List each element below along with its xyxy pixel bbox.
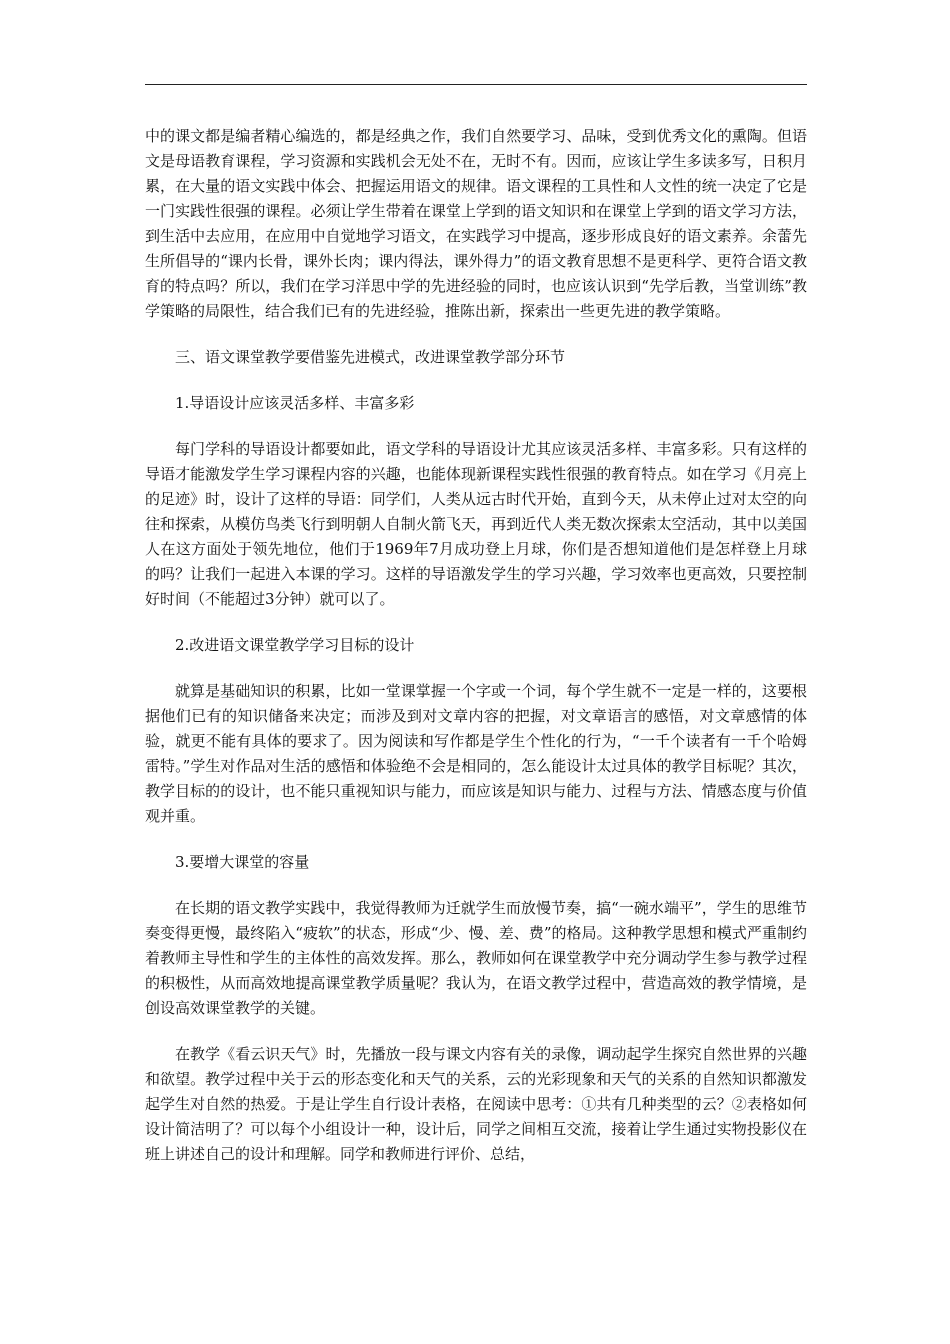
subsection-heading-1: 1.导语设计应该灵活多样、丰富多彩	[175, 394, 415, 412]
paragraph-intro-design: 每门学科的导语设计都要如此，语文学科的导语设计尤其应该灵活多样、丰富多彩。只有这样的导语才能激发学生学习课程内容的兴趣，也能体现新课程实践性很强的教育特点。如在学习《月亮上的足迹》时，设计了这样的导语：同学们，人类从远古时代开始，直到今天，从未停止过对太空的向往和探索，从模仿鸟类飞行到明朝人自制火箭飞天，再到近代人类无数次探索太空活动，其中以美国人在这方面处于领先地位，他们于1969年7月成功登上月球，你们是否想知道他们是怎样登上月球的吗？让我们一起进入本课的学习。这样的导语激发学生的学习兴趣，学习效率也更高效，只要控制好时间（不能超过3分钟）就可以了。	[145, 440, 807, 608]
section-heading: 三、语文课堂教学要借鉴先进模式，改进课堂教学部分环节	[175, 348, 566, 366]
paragraph-class-capacity: 在长期的语文教学实践中，我觉得教师为迁就学生而放慢节奏，搞“一碗水端平”，学生的思维节奏变得更慢，最终陷入“疲软”的状态，形成“少、慢、差、费”的格局。这种教学思想和模式严重制约着教师主导性和学生的主体性的高效发挥。那么，教师如何在课堂教学中充分调动学生参与教学过程的积极性，从而高效地提高课堂教学质量呢？我认为，在语文教学过程中，营造高效的教学情境，是创设高效课堂教学的关键。	[145, 899, 807, 1017]
subsection-heading-2: 2.改进语文课堂教学学习目标的设计	[175, 636, 415, 654]
paragraph-learning-goals: 就算是基础知识的积累，比如一堂课掌握一个字或一个词，每个学生就不一定是一样的，这要根据他们已有的知识储备来决定；而涉及到对文章内容的把握，对文章语言的感悟，对文章感情的体验，就更不能有具体的要求了。因为阅读和写作都是学生个性化的行为，“一千个读者有一千个哈姆雷特。”学生对作品对生活的感悟和体验绝不会是相同的，怎么能设计太过具体的教学目标呢？其次，教学目标的的设计，也不能只重视知识与能力，而应该是知识与能力、过程与方法、情感态度与价值观并重。	[145, 682, 807, 825]
document-body	[145, 124, 807, 1167]
paragraph-continuation: 中的课文都是编者精心编选的，都是经典之作，我们自然要学习、品味，受到优秀文化的熏陶。但语文是母语教育课程，学习资源和实践机会无处不在，无时不有。因而，应该让学生多读多写，日积月累，在大量的语文实践中体会、把握运用语文的规律。语文课程的工具性和人文性的统一决定了它是一门实践性很强的课程。必须让学生带着在课堂上学到的语文知识和在课堂上学到的语文学习方法，到生活中去应用，在应用中自觉地学习语文，在实践学习中提高，逐步形成良好的语文素养。余蕾先生所倡导的“课内长骨，课外长肉；课内得法，课外得力”的语文教育思想不是更科学、更符合语文教育的特点吗？所以，我们在学习洋思中学的先进经验的同时，也应该认识到“先学后教，当堂训练”教学策略的局限性，结合我们已有的先进经验，推陈出新，探索出一些更先进的教学策略。	[145, 127, 807, 320]
paragraph-cloud-lesson: 在教学《看云识天气》时，先播放一段与课文内容有关的录像，调动起学生探究自然世界的兴趣和欲望。教学过程中关于云的形态变化和天气的关系，云的光彩现象和天气的关系的自然知识都激发起学生对自然的热爱。于是让学生自行设计表格，在阅读中思考：①共有几种类型的云？②表格如何设计简洁明了？可以每个小组设计一种，设计后，同学之间相互交流，接着让学生通过实物投影仪在班上讲述自己的设计和理解。同学和教师进行评价、总结，	[145, 1045, 807, 1163]
subsection-heading-3: 3.要增大课堂的容量	[175, 853, 310, 871]
header-rule	[145, 84, 807, 85]
